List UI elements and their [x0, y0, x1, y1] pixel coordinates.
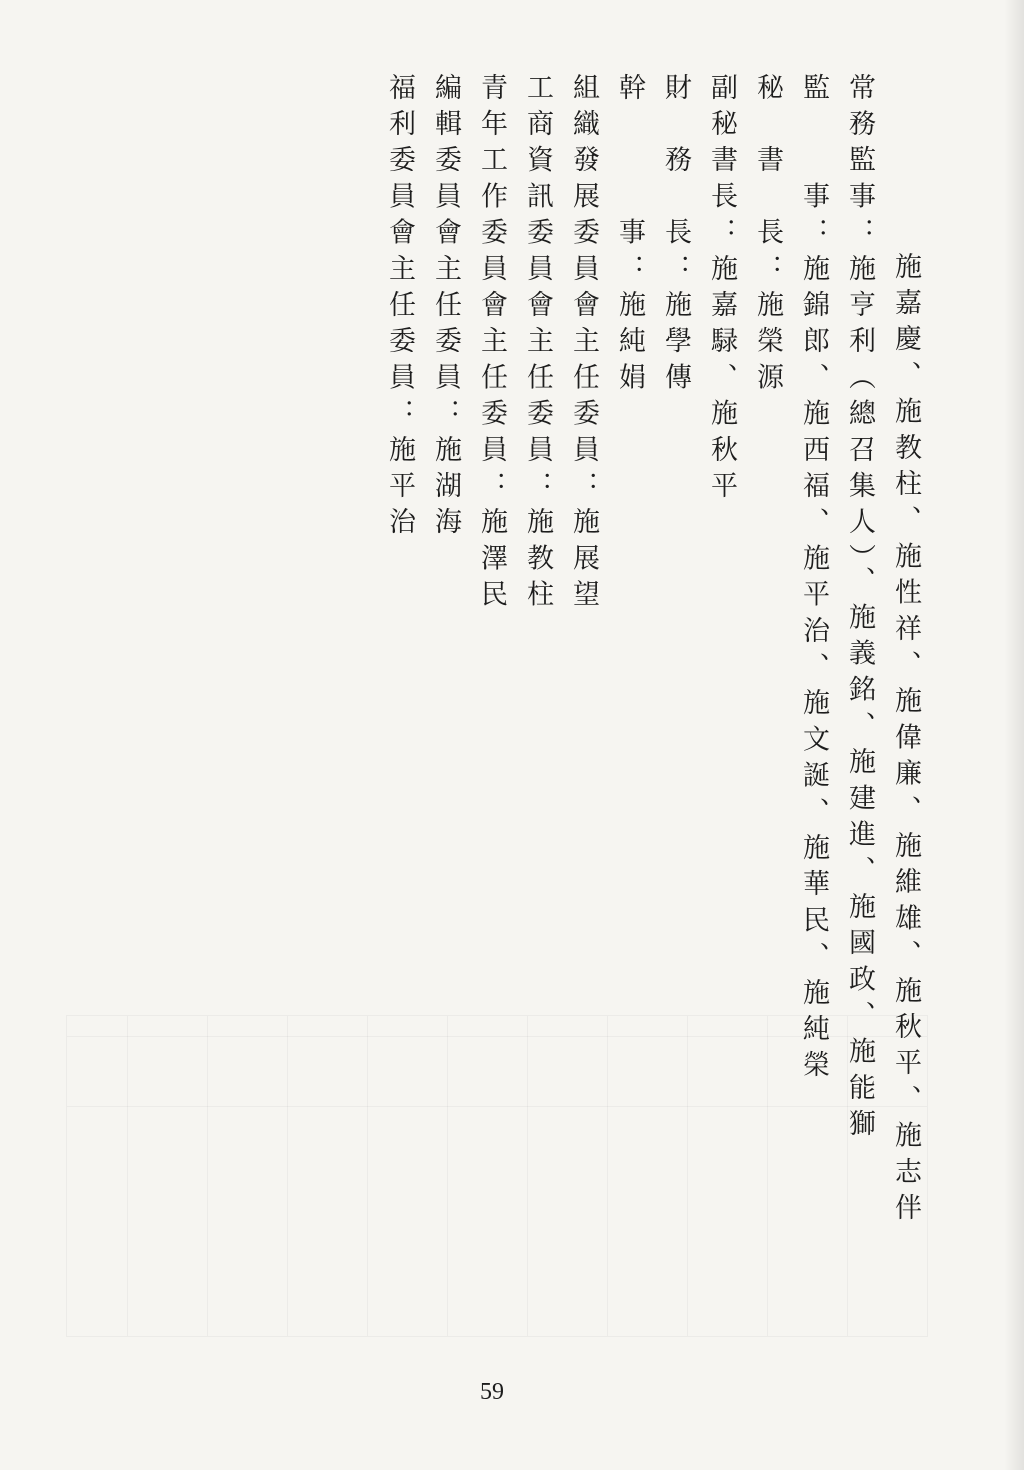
text-column-4: 秘 書 長：施榮源 [752, 73, 783, 399]
text-column-6: 財 務 長：施學傳 [660, 73, 691, 399]
page-number: 59 [480, 1379, 504, 1405]
text-column-12: 福利委員會主任委員：施平治 [384, 73, 415, 544]
text-column-2: 常務監事：施亨利（總召集人）、施義銘、施建進、施國政、施能獅 [844, 73, 875, 1146]
text-column-5: 副秘書長：施嘉騄、施秋平 [706, 73, 737, 508]
text-column-3: 監 事：施錦郎、施西福、施平治、施文誕、施華民、施純榮 [798, 73, 829, 1087]
text-column-9: 工商資訊委員會主任委員：施教柱 [522, 73, 553, 616]
page-edge-shadow [1004, 0, 1024, 1470]
text-column-11: 編輯委員會主任委員：施湖海 [430, 73, 461, 544]
text-column-1: 施嘉慶、施教柱、施性祥、施偉廉、施維雄、施秋平、施志伴 [890, 252, 921, 1230]
text-column-7: 幹 事：施純娟 [614, 73, 645, 399]
text-column-8: 組織發展委員會主任委員：施展望 [568, 73, 599, 616]
text-column-10: 青年工作委員會主任委員：施澤民 [476, 73, 507, 616]
